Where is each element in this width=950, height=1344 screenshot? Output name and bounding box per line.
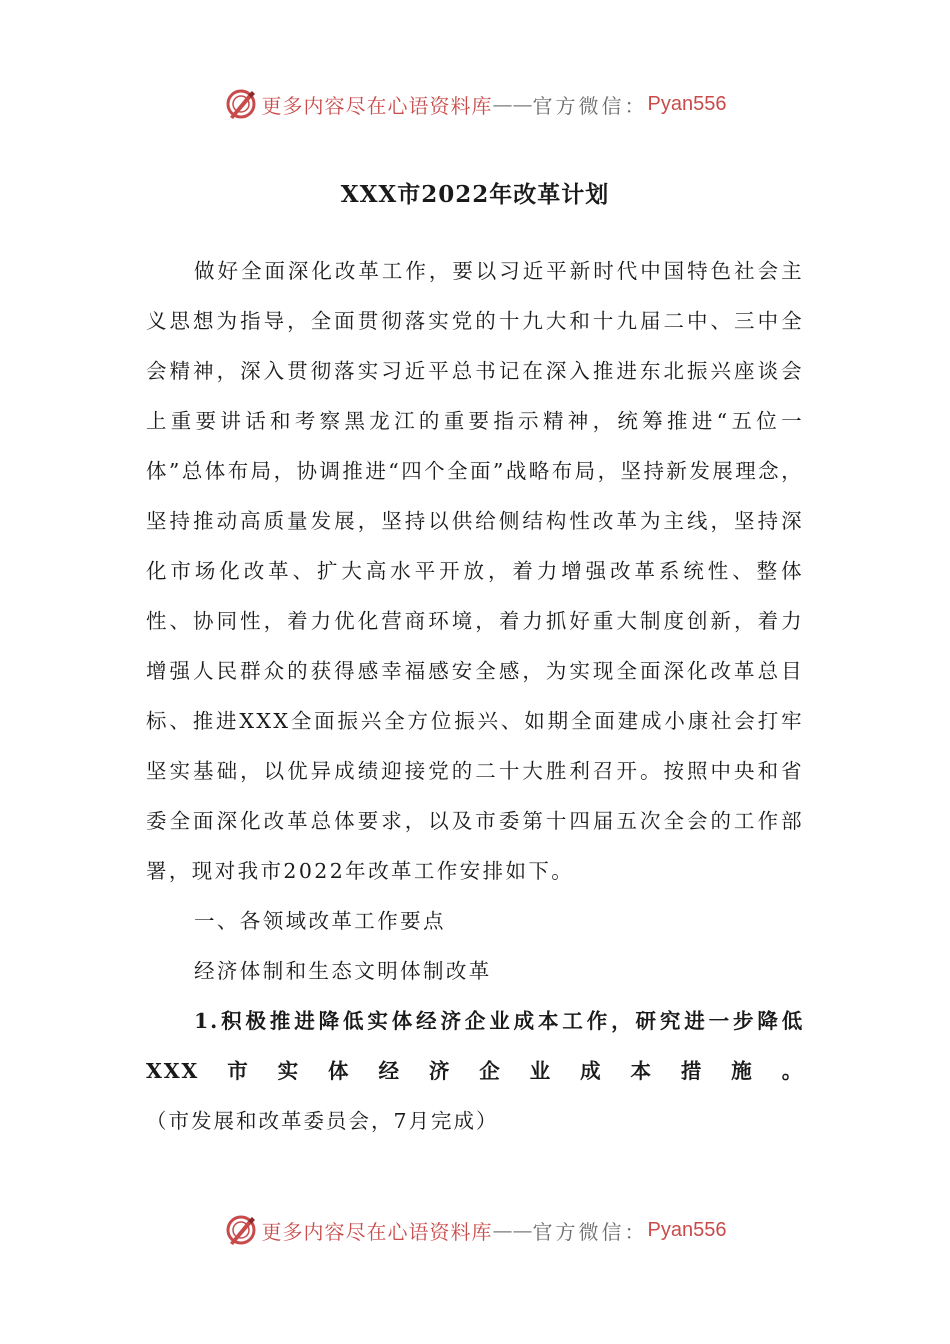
item-note: （市发展和改革委员会，7月完成） xyxy=(146,1109,499,1133)
banner-wechat-id: Pyan556 xyxy=(647,92,727,115)
banner-text: 更多内容尽在心语资料库 xyxy=(261,1219,493,1244)
item-main-text: 1.积极推进降低实体经济企业成本工作，研究进一步降低XXX市实体经济企业成本措施。 xyxy=(146,1009,804,1083)
list-item xyxy=(146,996,804,1146)
footer-banner xyxy=(0,1210,950,1250)
header-banner xyxy=(0,84,950,124)
section-heading: 一、各领域改革工作要点 xyxy=(194,909,446,933)
banner-dash: —— xyxy=(492,92,533,116)
subsection-heading: 经济体制和生态文明体制改革 xyxy=(194,959,492,983)
banner-wechat-id: Pyan556 xyxy=(647,1218,727,1241)
document-title: XXX市2022年改革计划 xyxy=(340,181,610,208)
intro-paragraph: 做好全面深化改革工作，要以习近平新时代中国特色社会主义思想为指导，全面贯彻落实党的十九大和十九届二中、三中全会精神，深入贯彻落实习近平总书记在深入推进东北振兴座谈会上重要讲话和考察黑龙江的重要指示精神，统筹推进“五位一体”总体布局，协调推进“四个全面”战略布局，坚持新发展理念，坚持推动高质量发展，坚持以供给侧结构性改革为主线，坚持深化市场化改革、扩大高水平开放，着力增强改革系统性、整体性、协同性，着力优化营商环境，着力抓好重大制度创新，着力增强人民群众的获得感幸福感安全感，为实现全面深化改革总目标、推进XXX全面振兴全方位振兴、如期全面建成小康社会打牢坚实基础，以优异成绩迎接党的二十大胜利召开。按照中央和省委全面深化改革总体要求，以及市委第十四届五次全会的工作部署，现对我市2022年改革工作安排如下。 xyxy=(146,259,804,883)
banner-dash: —— xyxy=(492,1218,533,1242)
banner-wechat-label: 官方微信： xyxy=(532,1219,648,1244)
banner-wechat-label: 官方微信： xyxy=(532,93,648,118)
pen-circle-logo-icon xyxy=(224,1213,258,1247)
banner-text: 更多内容尽在心语资料库 xyxy=(261,93,493,118)
document-body xyxy=(146,246,804,1146)
pen-circle-logo-icon xyxy=(224,87,258,121)
